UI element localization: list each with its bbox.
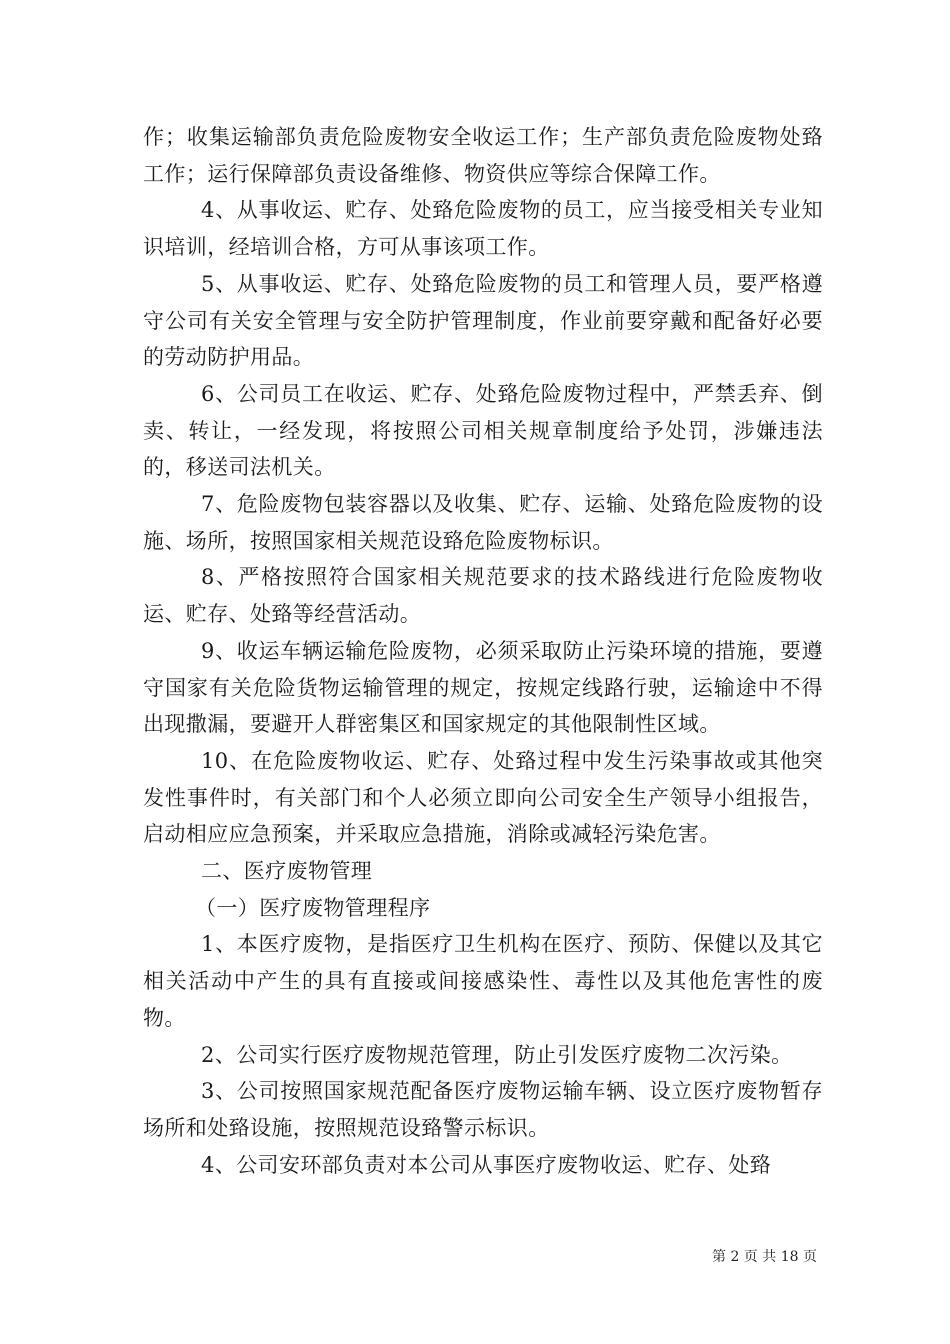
paragraph-item-5: 5、从事收运、贮存、处臵危险废物的员工和管理人员，要严格遵守公司有关安全管理与安全防护管理制度，作业前要穿戴和配备好必要的劳动防护用品。 [143, 271, 823, 370]
subsection-heading-procedure: （一）医疗废物管理程序 [195, 895, 431, 920]
page-number: 第 2 页 共 18 页 [712, 1249, 817, 1265]
paragraph-medical-item-4: 4、公司安环部负责对本公司从事医疗废物收运、贮存、处臵 [201, 1152, 772, 1177]
paragraph-item-7: 7、危险废物包装容器以及收集、贮存、运输、处臵危险废物的设施、场所，按照国家相关规范设臵危险废物标识。 [143, 492, 823, 553]
paragraph-item-6: 6、公司员工在收运、贮存、处臵危险废物过程中，严禁丢弃、倒卖、转让，一经发现，将按照公司相关规章制度给予处罚，涉嫌违法的，移送司法机关。 [143, 381, 823, 480]
paragraph-item-8: 8、严格按照符合国家相关规范要求的技术路线进行危险废物收运、贮存、处臵等经营活动。 [143, 565, 823, 627]
paragraph-medical-item-2: 2、公司实行医疗废物规范管理，防止引发医疗废物二次污染。 [201, 1042, 793, 1067]
paragraph-medical-item-3: 3、公司按照国家规范配备医疗废物运输车辆、设立医疗废物暂存场所和处臵设施，按照规范设臵警示标识。 [143, 1079, 823, 1140]
paragraph-continuation: 作；收集运输部负责危险废物安全收运工作；生产部负责危险废物处臵工作；运行保障部负责设备维修、物资供应等综合保障工作。 [143, 125, 823, 186]
paragraph-item-10: 10、在危险废物收运、贮存、处臵过程中发生污染事故或其他突发性事件时，有关部门和个人必须立即向公司安全生产领导小组报告，启动相应应急预案，并采取应急措施，消除或减轻污染危害。 [143, 748, 823, 847]
paragraph-item-4: 4、从事收运、贮存、处臵危险废物的员工，应当接受相关专业知识培训，经培训合格，方可从事该项工作。 [143, 198, 823, 260]
document-body [143, 119, 823, 1183]
paragraph-item-9: 9、收运车辆运输危险废物，必须采取防止污染环境的措施，要遵守国家有关危险货物运输管理的规定，按规定线路行驶，运输途中不得出现撒漏，要避开人群密集区和国家规定的其他限制性区域。 [143, 638, 823, 737]
paragraph-medical-item-1: 1、本医疗废物，是指医疗卫生机构在医疗、预防、保健以及其它相关活动中产生的具有直接或间接感染性、毒性以及其他危害性的废物。 [143, 932, 823, 1030]
section-heading-medical-waste: 二、医疗废物管理 [201, 859, 373, 884]
